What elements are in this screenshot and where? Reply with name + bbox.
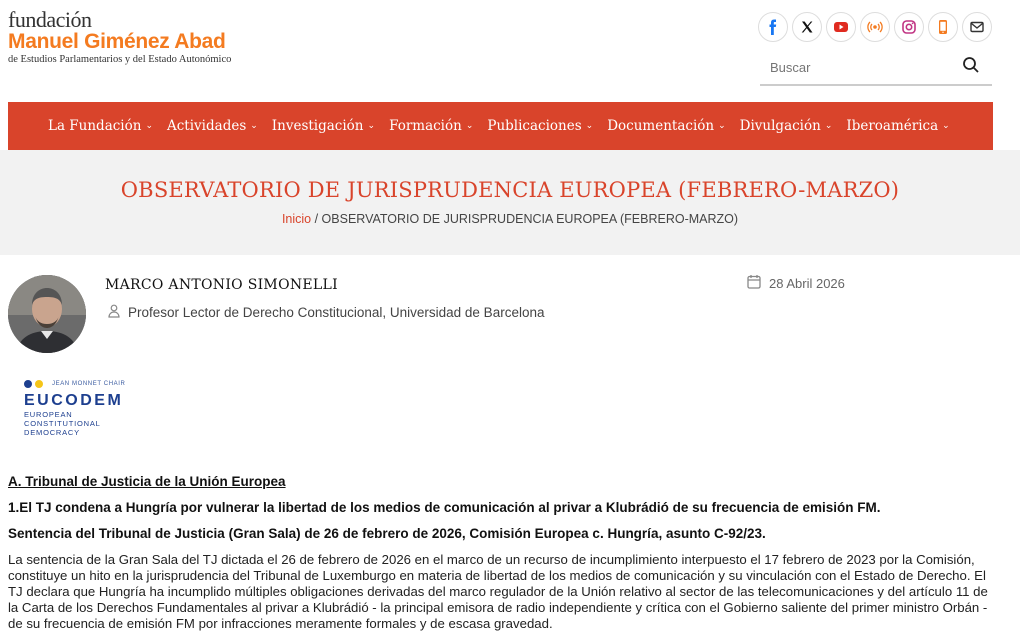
chevron-down-icon: ⌄ (250, 121, 258, 131)
eucodem-chair-text: JEAN MONNET CHAIR (52, 381, 126, 387)
calendar-icon (747, 274, 761, 292)
nav-item-label: Documentación (607, 118, 715, 134)
article-body (8, 474, 993, 632)
nav-item-publicaciones[interactable] (487, 118, 593, 134)
nav-item-documentacion[interactable] (607, 118, 725, 134)
main-nav (8, 102, 993, 150)
nav-item-investigacion[interactable] (272, 118, 375, 134)
eucodem-line-3: DEMOCRACY (24, 428, 80, 437)
chevron-down-icon: ⌄ (145, 121, 153, 131)
breadcrumb-home-link[interactable]: Inicio (281, 212, 312, 226)
eucodem-line-2: CONSTITUTIONAL (24, 419, 101, 428)
mobile-icon[interactable] (928, 12, 958, 42)
user-icon (108, 304, 120, 321)
nav-item-label: Iberoamérica (846, 118, 939, 134)
chevron-down-icon: ⌄ (367, 121, 376, 131)
breadcrumb (0, 212, 1020, 226)
breadcrumb-separator: / (311, 212, 322, 226)
author-role (108, 304, 544, 321)
nav-item-label: La Fundación (48, 118, 142, 134)
nav-item-la-fundacion[interactable] (48, 118, 153, 134)
nav-item-formacion[interactable] (389, 118, 473, 134)
nav-item-iberoamerica[interactable] (846, 118, 949, 134)
blue-dot-icon (24, 380, 32, 388)
nav-item-label: Actividades (167, 118, 247, 134)
page-title: OBSERVATORIO DE JURISPRUDENCIA EUROPEA (FEBRERO-MARZO) (120, 178, 900, 202)
author-avatar (8, 275, 86, 353)
breadcrumb-current: OBSERVATORIO DE JURISPRUDENCIA EUROPEA (FEBRERO-MARZO) (321, 212, 739, 226)
post-date (747, 274, 845, 292)
eucodem-name: EUCODEM (24, 392, 124, 409)
article-paragraph: La sentencia de la Gran Sala del TJ dictada el 26 de febrero de 2026 en el marco de un recurso de incumplimiento interpuesto el 17 febrero de 2023 por la Comisión, constituye un hito en la jurisprudencia del Tribunal de Luxemburgo en materia de libertad de los medios de comunicación y su vinculación con el Estado de Derecho. El TJ declara que Hungría ha incumplido múltiples obligaciones derivadas del marco regulador de la Unión relativo al sector de las telecomunicaciones y del artículo 11 de la Carta de los Derechos Fundamentales al privar a Klubrádió - la principal emisora de radio independiente y crítica con el Gobierno saliente del primer ministro Orbán - de su frecuencia de emisión FM por infracciones meramente formales y de escasa gravedad. (8, 552, 988, 631)
instagram-icon[interactable] (894, 12, 924, 42)
chevron-down-icon: ⌄ (585, 121, 594, 131)
mail-icon[interactable] (962, 12, 992, 42)
logo-line-3: de Estudios Parlamentarios y del Estado Autonómico (8, 54, 232, 65)
site-logo[interactable] (8, 7, 232, 66)
logo-line-2: Manuel Giménez Abad (8, 30, 226, 53)
nav-item-actividades[interactable] (167, 118, 258, 134)
nav-item-label: Investigación (271, 118, 364, 134)
article-subheading: 1.El TJ condena a Hungría por vulnerar la libertad de los medios de comunicación al privar a Klubrádió de su frecuencia de emisión FM. (8, 500, 881, 515)
nav-item-divulgacion[interactable] (740, 118, 833, 134)
post-date-text: 28 Abril 2026 (769, 275, 845, 291)
nav-item-label: Divulgación (739, 118, 821, 134)
nav-item-label: Formación (389, 118, 462, 134)
podcast-icon[interactable] (860, 12, 890, 42)
author-role-text: Profesor Lector de Derecho Constitucional, Universidad de Barcelona (128, 305, 545, 320)
search-box (760, 52, 992, 86)
eucodem-logo-top (24, 380, 125, 388)
chevron-down-icon: ⌄ (718, 121, 726, 131)
social-links (758, 12, 992, 42)
yellow-dot-icon (35, 380, 43, 388)
chevron-down-icon: ⌄ (942, 121, 950, 131)
logo-line-1: fundación (8, 7, 92, 32)
nav-item-label: Publicaciones (487, 118, 582, 134)
case-reference: Sentencia del Tribunal de Justicia (Gran Sala) de 26 de febrero de 2026, Comisión Europea c. Hungría, asunto C-92/23. (8, 526, 766, 541)
chevron-down-icon: ⌄ (465, 121, 474, 131)
facebook-icon[interactable] (758, 12, 788, 42)
search-icon[interactable] (962, 56, 980, 79)
youtube-icon[interactable] (826, 12, 856, 42)
search-input[interactable] (768, 59, 962, 76)
eucodem-line-1: EUROPEAN (24, 410, 73, 419)
x-icon[interactable] (792, 12, 822, 42)
section-heading: A. Tribunal de Justicia de la Unión Europea (8, 474, 286, 489)
page-header (0, 150, 1020, 255)
author-name: MARCO ANTONIO SIMONELLI (105, 277, 338, 293)
eucodem-logo (24, 380, 125, 437)
chevron-down-icon: ⌄ (824, 121, 833, 131)
